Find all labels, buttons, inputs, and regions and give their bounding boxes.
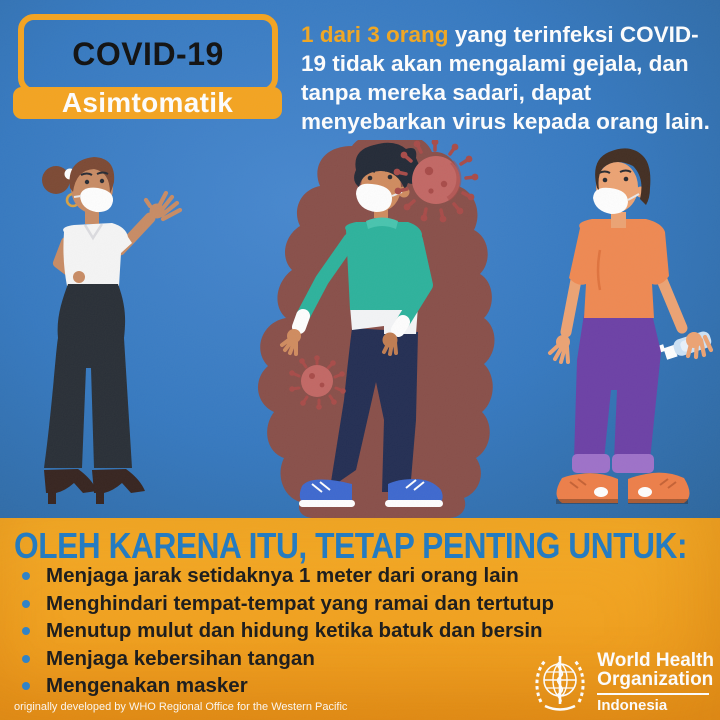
- badge-title: COVID-19: [72, 35, 224, 72]
- badge-subtitle: Asimtomatik: [61, 87, 234, 118]
- high-heel-shoe-icon: [44, 469, 145, 504]
- bullet-item: [22, 676, 554, 697]
- asymptomatic-badge: [13, 87, 282, 119]
- bullet-dot-icon: [22, 682, 30, 690]
- bullet-dot-icon: [22, 655, 30, 663]
- who-org-line1: World Health: [597, 650, 714, 671]
- orange-sneaker-icon: [556, 473, 690, 504]
- bullet-text: Mengenakan masker: [46, 674, 248, 697]
- asymptomatic-masked-man-virus-aura-icon: [258, 140, 495, 518]
- footer-band: [0, 518, 720, 720]
- bullet-text: Menjaga kebersihan tangan: [46, 646, 315, 670]
- who-block: [531, 650, 714, 714]
- intro-highlight: 1 dari 3 orang: [301, 22, 449, 47]
- masked-woman-waving-icon: [42, 157, 180, 504]
- bullet-dot-icon: [22, 600, 30, 608]
- intro-text: yang terinfeksi COVID-19 tidak akan mengalami gejala, dan tanpa mereka sadari, dapat menyebarkan virus kepada orang lain.: [301, 22, 710, 134]
- bullet-dot-icon: [22, 572, 30, 580]
- who-separator: [597, 693, 709, 695]
- credit-text: originally developed by WHO Regional Office for the Western Pacific: [14, 701, 348, 713]
- bullet-text: Menghindari tempat-tempat yang ramai dan tertutup: [46, 591, 554, 615]
- bullet-item: [22, 566, 554, 587]
- illustration-scene: [0, 140, 720, 520]
- who-org-line2: Organization: [597, 669, 714, 690]
- bullet-text: Menjaga jarak setidaknya 1 meter dari orang lain: [46, 564, 519, 587]
- footer-heading: OLEH KARENA ITU, TETAP PENTING UNTUK:: [14, 525, 688, 566]
- bullet-item: [22, 646, 554, 670]
- bullet-item: [22, 591, 554, 615]
- advice-list: [0, 566, 554, 704]
- covid-badge: [18, 14, 278, 94]
- masked-man-holding-sanitizer-icon: [550, 148, 713, 504]
- who-country: Indonesia: [597, 697, 668, 714]
- intro-paragraph: [301, 20, 715, 136]
- bullet-text: Menutup mulut dan hidung ketika batuk dan bersin: [46, 619, 543, 642]
- who-emblem-icon: [531, 650, 589, 714]
- bullet-item: [22, 621, 554, 642]
- bullet-dot-icon: [22, 627, 30, 635]
